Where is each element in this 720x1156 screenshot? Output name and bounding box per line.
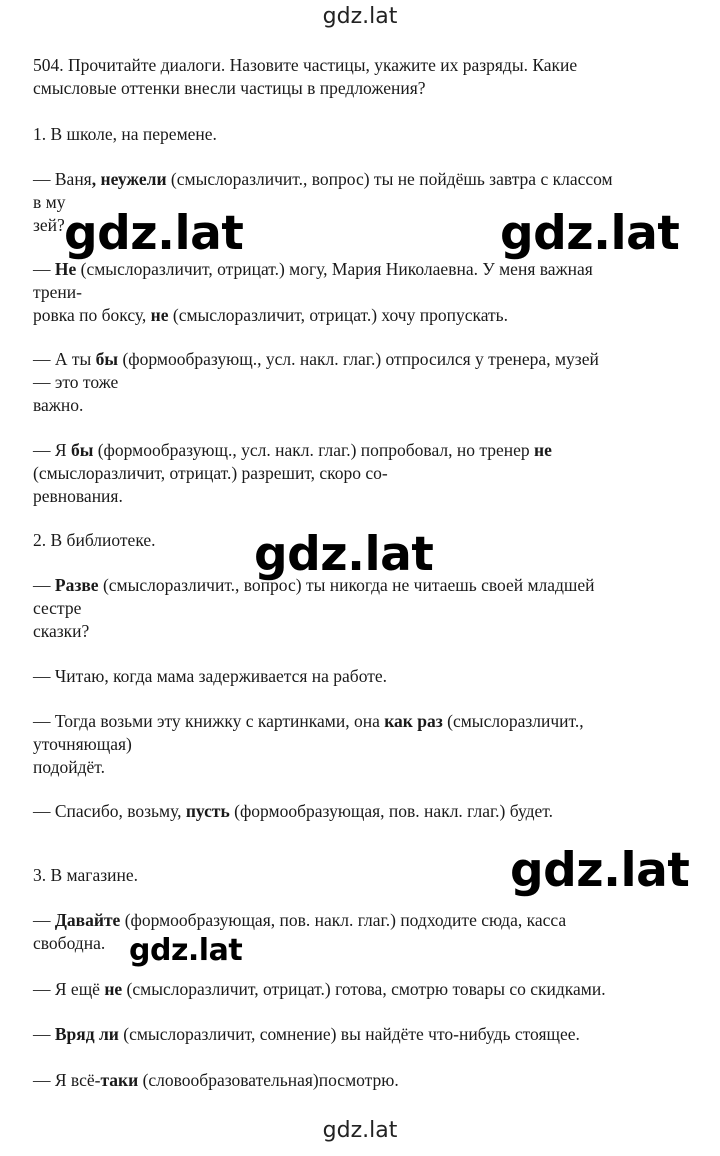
s2-reply-3-line-2: уточняющая) (33, 734, 132, 754)
s1-reply-4-line-3: ревнования. (33, 486, 123, 506)
s1-reply-3: — А ты бы (формообразующ., усл. накл. глаг.) отпросился у тренера, музей (33, 349, 599, 369)
s2-reply-4: — Спасибо, возьму, пусть (формообразующая, пов. накл. глаг.) будет. (33, 801, 554, 821)
s1-reply-1-line-3: зей? (33, 215, 65, 235)
s1-reply-1: — Ваня, неужели (смыслоразличит., вопрос) ты не пойдёшь завтра с классом (33, 169, 613, 189)
watermark: gdz.lat (510, 843, 690, 898)
watermark: gdz.lat (129, 933, 243, 968)
s1-reply-1-line-2: в му (33, 192, 66, 212)
s1-reply-4: — Я бы (формообразующ., усл. накл. глаг.) попробовал, но тренер не (33, 440, 552, 460)
s2-reply-1: — Разве (смыслоразличит., вопрос) ты никогда не читаешь своей младшей (33, 575, 595, 595)
task-line-1: 504. Прочитайте диалоги. Назовите частицы, укажите их разряды. Какие (33, 55, 578, 75)
s1-reply-3-line-3: важно. (33, 395, 84, 415)
s3-reply-2: — Я ещё не (смыслоразличит, отрицат.) готова, смотрю товары со скидками. (33, 979, 606, 999)
s1-reply-4-line-2: (смыслоразличит, отрицат.) разрешит, скоро со- (33, 463, 388, 483)
s2-reply-2: — Читаю, когда мама задерживается на работе. (33, 666, 388, 686)
section-1-title: 1. В школе, на перемене. (33, 124, 217, 144)
section-2-title: 2. В библиотеке. (33, 530, 156, 550)
s2-reply-1-line-2: сестре (33, 598, 82, 618)
site-header: gdz.lat (322, 4, 398, 29)
s1-reply-2-line-2: трени- (33, 282, 82, 302)
s3-reply-3: — Вряд ли (смыслоразличит, сомнение) вы найдёте что-нибудь стоящее. (33, 1024, 580, 1044)
task-line-2: смысловые оттенки внесли частицы в предложения? (33, 78, 426, 98)
site-footer: gdz.lat (322, 1118, 398, 1143)
watermark: gdz.lat (64, 206, 244, 261)
s2-reply-3-line-3: подойдёт. (33, 757, 106, 777)
section-3-title: 3. В магазине. (33, 865, 138, 885)
s1-reply-3-line-2: — это тоже (33, 372, 119, 392)
watermark: gdz.lat (254, 527, 434, 582)
s2-reply-1-line-3: сказки? (33, 621, 90, 641)
s1-reply-2-line-3: ровка по боксу, не (смыслоразличит, отрицат.) хочу пропускать. (33, 305, 509, 325)
s1-reply-2: — Не (смыслоразличит, отрицат.) могу, Мария Николаевна. У меня важная (33, 259, 593, 279)
s3-reply-4: — Я всё-таки (словообразовательная)посмотрю. (33, 1070, 399, 1090)
watermark: gdz.lat (500, 206, 680, 261)
s2-reply-3: — Тогда возьми эту книжку с картинками, она как раз (смыслоразличит., (33, 711, 584, 731)
s3-reply-1-line-2: свободна. (33, 933, 106, 953)
s3-reply-1: — Давайте (формообразующая, пов. накл. глаг.) подходите сюда, касса (33, 910, 567, 930)
